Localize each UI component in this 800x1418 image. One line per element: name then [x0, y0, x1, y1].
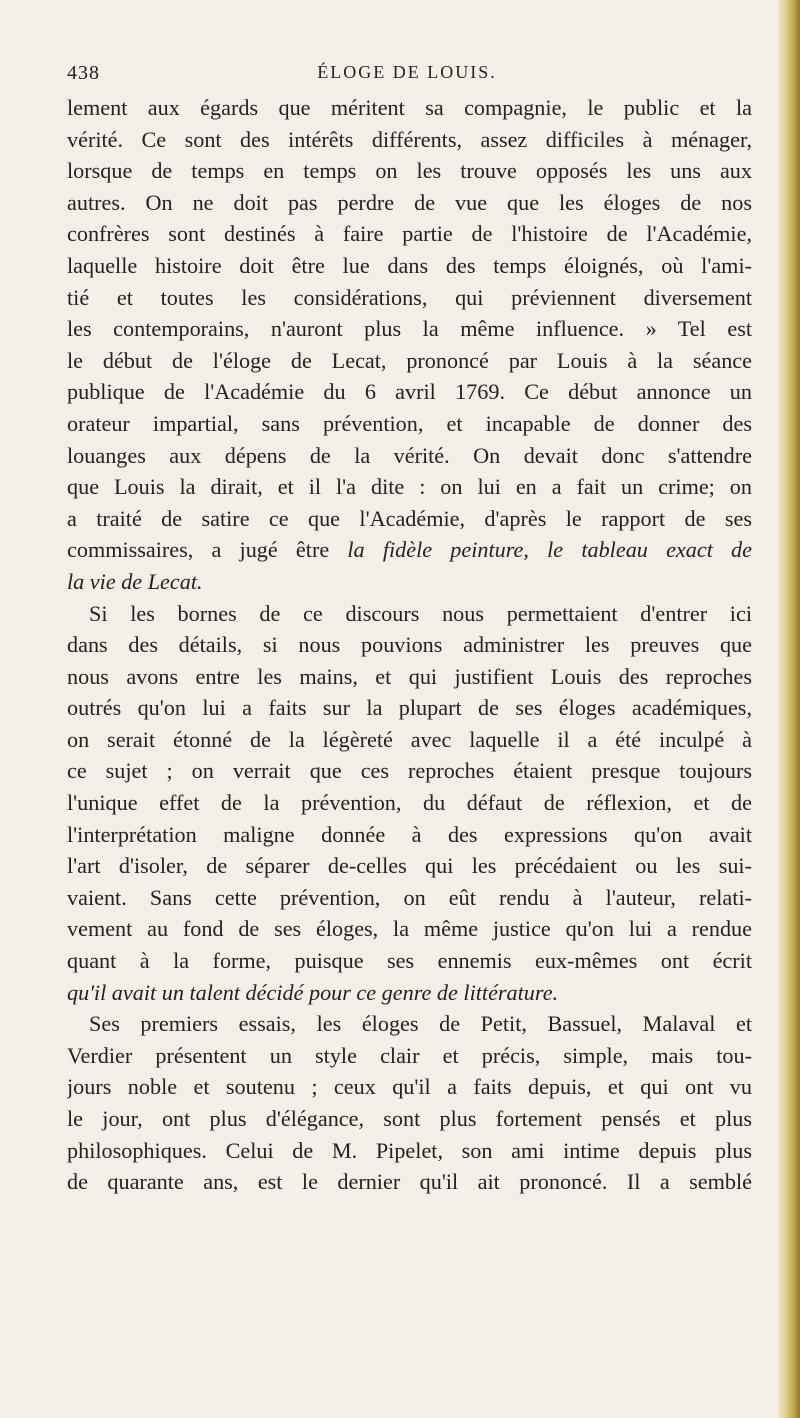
text-line: quant à la forme, puisque ses ennemis eux-mêmes ont écrit	[67, 948, 752, 974]
italic-phrase-end: la vie de Lecat.	[67, 568, 203, 594]
text-segment: commissaires, a jugé être	[67, 537, 330, 563]
text-line: vérité. Ce sont des intérêts différents, assez difficiles à ménager,	[67, 126, 752, 152]
text-line: de quarante ans, est le dernier qu'il ait prononcé. Il a semblé	[67, 1169, 752, 1195]
text-line: le début de l'éloge de Lecat, prononcé par Louis à la séance	[67, 347, 752, 373]
text-line: l'unique effet de la prévention, du défaut de réflexion, et de	[67, 790, 752, 816]
running-head: ÉLOGE DE LOUIS.	[317, 62, 497, 82]
text-line: tié et toutes les considérations, qui préviennent diversement	[67, 284, 752, 310]
text-line: louanges aux dépens de la vérité. On devait donc s'attendre	[67, 442, 752, 468]
text-line-mixed	[67, 534, 752, 566]
text-line: Ses premiers essais, les éloges de Petit, Bassuel, Malaval et	[89, 1011, 752, 1037]
text-line: orateur impartial, sans prévention, et incapable de donner des	[67, 410, 752, 436]
italic-quote: qu'il avait un talent décidé pour ce genre de littérature.	[67, 979, 559, 1005]
page-header	[67, 62, 747, 92]
page-edge	[778, 0, 800, 1418]
text-line: lorsque de temps en temps on les trouve opposés les uns aux	[67, 158, 752, 184]
text-line: jours noble et soutenu ; ceux qu'il a faits depuis, et qui ont vu	[67, 1074, 752, 1100]
body-text	[67, 92, 752, 1198]
page-number: 438	[67, 62, 100, 84]
text-line: publique de l'Académie du 6 avril 1769. Ce début annonce un	[67, 379, 752, 405]
text-line: que Louis la dirait, et il l'a dite : on lui en a fait un crime; on	[67, 474, 752, 500]
text-line: nous avons entre les mains, et qui justifient Louis des reproches	[67, 663, 752, 689]
text-line: lement aux égards que méritent sa compagnie, le public et la	[67, 95, 752, 120]
text-line: Verdier présentent un style clair et précis, simple, mais tou-	[67, 1042, 752, 1068]
text-line: laquelle histoire doit être lue dans des temps éloignés, où l'ami-	[67, 252, 752, 278]
text-line: Si les bornes de ce discours nous permettaient d'entrer ici	[89, 600, 752, 626]
text-line-italic	[67, 977, 752, 1009]
text-line: le jour, ont plus d'élégance, sont plus fortement pensés et plus	[67, 1106, 752, 1131]
text-line: autres. On ne doit pas perdre de vue que les éloges de nos	[67, 189, 752, 215]
text-line: ce sujet ; on verrait que ces reproches étaient presque toujours	[67, 758, 752, 784]
italic-phrase: la fidèle peinture, le tableau exact de	[347, 537, 752, 563]
text-line: vement au fond de ses éloges, la même justice qu'on lui a rendue	[67, 916, 752, 942]
text-line: outrés qu'on lui a faits sur la plupart de ses éloges académiques,	[67, 695, 752, 721]
text-line: l'art d'isoler, de séparer de-celles qui les précédaient ou les sui-	[67, 853, 752, 879]
text-line: les contemporains, n'auront plus la même influence. » Tel est	[67, 316, 752, 342]
text-line: vaient. Sans cette prévention, on eût rendu à l'auteur, relati-	[67, 884, 752, 910]
text-line: confrères sont destinés à faire partie de l'histoire de l'Académie,	[67, 221, 752, 247]
text-line: on serait étonné de la légèreté avec laquelle il a été inculpé à	[67, 726, 752, 752]
text-line: a traité de satire ce que l'Académie, d'après le rapport de ses	[67, 505, 752, 531]
text-line-italic	[67, 566, 752, 598]
text-line: philosophiques. Celui de M. Pipelet, son ami intime depuis plus	[67, 1137, 752, 1163]
text-line: l'interprétation maligne donnée à des expressions qu'on avait	[67, 821, 752, 847]
text-line: dans des détails, si nous pouvions administrer les preuves que	[67, 632, 752, 658]
